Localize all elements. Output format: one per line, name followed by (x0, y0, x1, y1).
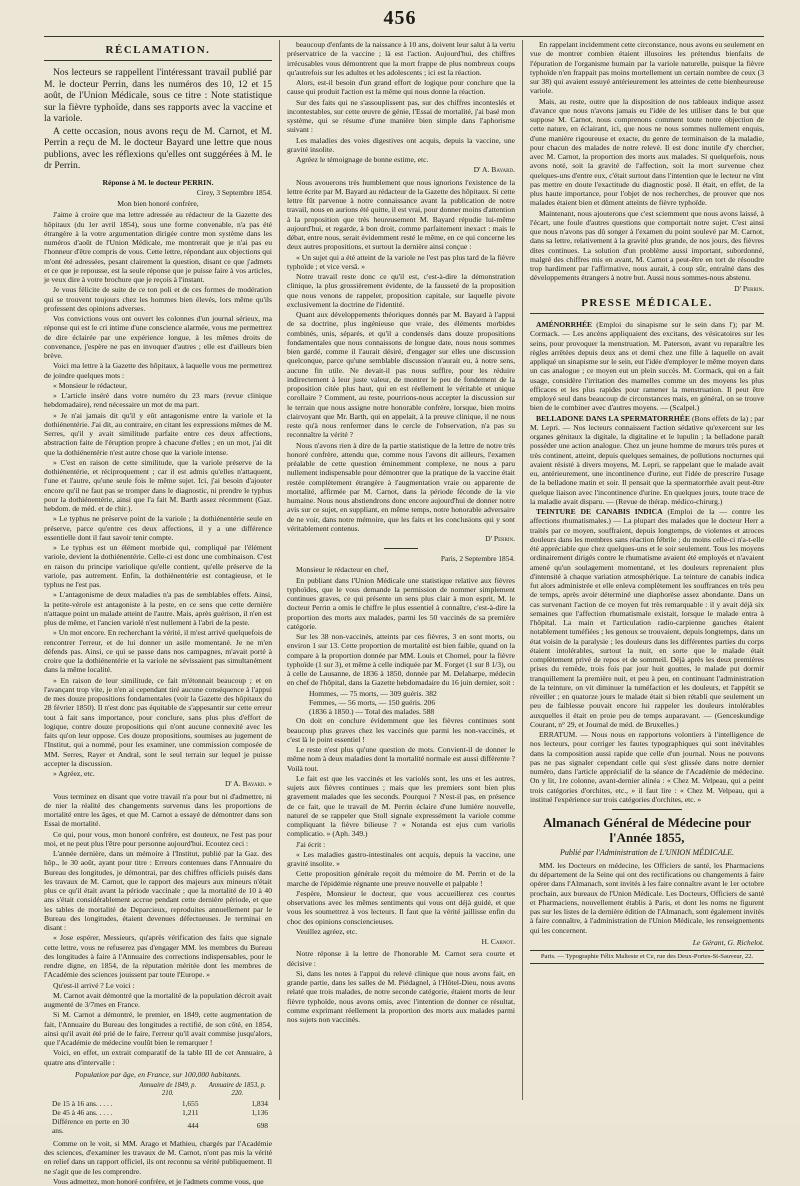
paragraph: Nous n'avons rien à dire de la partie statistique de la lettre de notre très honoré confrère, attendu que, comme nous l'avons dit ailleurs, l'examen préalable de cette question éminemment complexe, ne nous a paru nullement indispensable pour démontrer que la pratique de la vaccine était restée complètement étrangère à l'augmentation vraie ou apparente de mortalité, affirmée par M. Carnot, dans la période féconde de la vie humaine. Nous nous abstiendrons donc encore aujourd'hui de donner notre avis sur ce sujet, en suppliant, en même temps, notre honorable adversaire de ne voir, dans notre mémoire, que les faits et les conclusions qui y sont véritablement contenus. (287, 440, 515, 533)
table-cell (48, 1082, 133, 1099)
paragraph: « Les maladies gastro-intestinales ont acquis, depuis la vaccine, une gravité insolite. » (287, 849, 515, 869)
column-divider (522, 40, 523, 1100)
dateline: Paris, 2 Septembre 1854. (440, 554, 515, 564)
paragraph: M. Carnot avait démontré que la mortalité de la population décroit avait augmenté de 3/7mes en France. (44, 990, 272, 1010)
paragraph: En publiant dans l'Union Médicale une statistique relative aux fièvres typhoïdes, que le vous demande la permission de nommer simplement continues graves, ce qui présente un sens plus clair à mon esprit, M. le docteur Perrin a omis le chiffre le plus essentiel à connaître, c'est-à-dire la proportion des morts aux malades, parmi les 50 vaccinés de sa première catégorie. (287, 575, 515, 631)
table-cell: Annuaire de 1853, p. 220. (208, 1082, 266, 1098)
carnot-letter-continued (287, 716, 515, 936)
carnot-letter (287, 565, 515, 687)
stat-line: (1836 à 1850.) — Total des malades. 588 (309, 707, 435, 717)
stat-line: Femmes, — 56 morts, — 150 guéris. 206 (309, 697, 436, 707)
signature: D' Perrin. (485, 534, 515, 543)
paragraph: Cette proposition générale reçoit du mémoire de M. Perrin et de la marche de l'épidémie régnante une preuve nouvelle et palpable ! (287, 869, 515, 888)
paragraph: Je vous félicite de suite de ce ton poli et de ces formes de modération qui se trouvent toujours chez les hommes bien élevés, lors même qu'ils professent des opinions adverses. (44, 285, 272, 313)
section-title: RÉCLAMATION. (44, 44, 272, 61)
press-item-term: TEINTURE DE CANABIS INDICA (536, 507, 663, 517)
table-cell: 698 (256, 1121, 268, 1131)
press-item-text: (Emploi du sinapisme sur le sein dans l'); par M. Cormack. — Les ancèns appliquaient des excitans, des vésicatoires sur les seins, pour provoquer la menstruation. M. Paterson, avant vu reparaître les règles arrêtées depuis deux ans et demi chez une fille à laquelle on avait appliqué un sinapisme sur le sein, eut l'idée d'employer le même moyen dans un cas analogue ; ce moyen eut un plein succès. M. Cormack, qui en a fait usage, considère l'irritation des mamelles comme un des moyens les plus efficaces et les plus rapides pour ramener la menstruation. Il peut être employé seul dans beaucoup de circonstances mais, en général, on se trouve bien de le combiner avec d'autres moyens. — (Scalpel.) (530, 320, 764, 413)
press-item (530, 320, 764, 413)
salutation: Mon bien honoré confrère, (117, 199, 199, 209)
table-row (48, 1117, 272, 1135)
paragraph: » Un mot encore. En recherchant la vérité, il m'est arrivé quelquefois de rencontrer l'erreur, et de lui donner un asile momentané. Je ne m'en défends pas. Ainsi, ce qui se passe dans nos campagnes, m'avait porté à croire que la dothiénentérie et la variole ne sévissaient pas simultanément dans la même localité. (44, 628, 272, 675)
signature: D' Perrin. (734, 283, 764, 293)
column-3 (530, 40, 764, 1110)
press-item (530, 507, 764, 729)
paragraph: Veuillez agréez, etc. (296, 926, 358, 936)
table-cell: 1,655 (181, 1098, 199, 1108)
table-row (48, 1108, 272, 1117)
paragraph: Mais, au reste, outre que la disposition de nos tableaux indique assez d'avance que nous n'avons jamais eu l'idée de les utiliser dans le but que suppose M. Carnot, nous comprenons comment toute notre objection de cette nature, en éclairant, ici, que nous ne nous sommes nullement enquis, d'une manière rigoureuse et exacte, du genre de terminaison de la maladie, pour chacun des malades de notre relevé. Il est donc inutile d'y chercher, avec M. Carnot, la proportion des morts aux malades. Si quelquefois, nous avons noté, soit la gravité de l'affection, soit la mort survenue chez quelques-uns d'entre eux, c'était surtout dans l'intention que le lecteur ne vînt pas mettre en doute l'exactitude du diagnostic posé. Il était, en effet, de la plus haute importance, pour l'objet de nos recherches, de prouver que nos malades étaient bien et dûment atteints de fièvre typhoïde. (530, 96, 764, 208)
column-2 (287, 40, 515, 1110)
press-items (530, 320, 764, 729)
separator-rule (612, 809, 682, 810)
paragraph: Si, dans les notes à l'appui du relevé clinique que nous avons fait, en grande partie, dans les salles de M. Piédagnel, à l'Hôtel-Dieu, nous avons relaté que trois malades, de notre seconde catégorie, étaient morts de leur fièvre typhoïde, nous avons omis, avec l'intention de donner ce résultat, comme exprimant réellement la proportion des morts aux malades parmi nos sujets non vaccinés. (287, 968, 515, 1025)
paragraph: » Le typhus est un élément morbide qui, compliqué par l'élément variole, devient la dothiénentérie. Celle-ci est donc une combinaison. C'est en raison du principe variolique qu'elle contient, qu'elle préserve de la variole, pas autrement. Enfin, la dothiénentérie est contagieuse, et le typhus ne l'est pas. (44, 543, 272, 590)
perrin-reply-continued (530, 40, 764, 283)
paragraph: Les maladies des voies digestives ont acquis, depuis la vaccine, une gravité insolite. (287, 135, 515, 154)
press-section-title: PRESSE MÉDICALE. (530, 297, 764, 314)
letter-continuation (287, 40, 515, 164)
paragraph: » Le typhus ne préserve point de la variole ; la dothiénentérie seule en préserve, parce qu'entre ces deux affections, il y a une différence essentielle dont il faut savoir tenir compte. (44, 514, 272, 542)
paragraph: « Un sujet qui a été atteint de la variole ne l'est pas plus tard de la fièvre typhoïde ; et vice versâ. » (287, 252, 515, 271)
paragraph: beaucoup d'enfants de la naissance à 10 ans, doivent leur salut à la vertu préservatrice de la vaccine ; là est l'action. Aujourd'hui, des chiffres irrécusables vous démontrent que la mort frappe de plus nombreux coups qu'autrefois sur les adultes et les adolescents ; ici est la réaction. (287, 40, 515, 77)
press-item-text: (Bons effets de la) ; par M. Lepri. — Nos lecteurs connaissent l'action sédative qu'exercent sur les organes génitaux la digitale, la digitaline et le lupulin ; la belladone paraît posséder une action analogue. Chez un jeune homme de mœurs très pures et très continent, atteint, depuis quelques semaines, de pollutions nocturnes qui avaient résisté à divers moyens, M. Lepri, se rappelant que le malade avait eu, antérieurement, une incontinence d'urine, eut l'idée de prescrire l'usage de la belladone matin et soir. Il pensait que la spermatorrhée avait peut-être quelque liaison avec l'incontinence d'urine. En quelques jours, toute trace de la maladie avait disparu. — (Revue de thérap. médico-chirurg.) (530, 413, 764, 506)
intro-paragraph: A cette occasion, nous avons reçu de M. Carnot, et M. Perrin a reçu de M. le docteur Bayard une lettre que nous publions, avec les réflexions qu'elles ont suggérées à M. le dr Perrin. (44, 125, 272, 172)
table-cell: De 15 à 16 ans. . . . . (52, 1098, 113, 1108)
press-item-term: AMÉNORRHÉE (536, 320, 593, 330)
almanac-notice: MM. les Docteurs en médecine, les Officiers de santé, les Pharmaciens du département de la Seine qui ont des rectifications ou changements à faire opérer dans l'Almanach, sont invités à les faire connaître avant le 1er octobre prochain, aux bureaux de l'Union Médicale. Les Docteurs, Officiers de santé et Pharmaciens, nouvellement établis à Paris, et dont les noms ne figurent pas sur les listes de la dernière édition de l'Almanach, sont également invités à faire connaître, à l'administration de l'Union Médicale, les renseignements qui les concernent. (530, 860, 764, 935)
perrin-reply (287, 949, 515, 1024)
table-row (48, 1099, 272, 1108)
paragraph: Notre réponse à la lettre de l'honorable M. Carnot sera courte et décisive : (287, 949, 515, 968)
paragraph: » En raison de leur similitude, ce fait m'étonnait beaucoup ; et en l'avançant trop vite, je n'en ai cependant tiré aucune conséquence à l'appui de mes douze propositions fondamentales (voir la Gazette des hôpitaux du 28 février 1850). Il n'est donc pas équitable de s'appesantir sur cette erreur tout à fait sans importance, pour conclure, sans plus plus d'effort de logique, contre douze propositions qui n'ont aucune connexité avec les faits qu'on leur oppose. Ces douze propositions, soumises au jugement de l'Institut, qui a nommé, pour les examiner, une commission composée de MM. Serres, Rayer et Andral, sont le seul terrain sur lequel je puisse accepter la discussion. (44, 675, 272, 768)
dateline: Cirey, 3 Septembre 1854. (196, 188, 272, 198)
mortality-stats (287, 689, 515, 717)
paragraph: Le fait est que les vaccinés et les variolés sont, les uns et les autres, sujets aux fièvres continues ; mais que les premiers sont bien plus gravement malades que les seconds. Pourquoi ? N'est-il pas, en présence de ce fait, que le travail de M. Perrin éclaire d'une lumière nouvelle, naturel de se rappeler que Stoll signale expressément la variole comme compliquant la fièvre bilieuse ? « Notanda est ejus cum variolis complicatio. » (Aph. 349.) (287, 773, 515, 839)
stat-line: Hommes, — 75 morts, — 309 guéris. 382 (309, 688, 437, 698)
paragraph: L'année dernière, dans un mémoire à l'Institut, publié par la Gaz. des hôp., le 30 août, ayant pour titre : Erreurs contenues dans l'Annuaire du Bureau des longitudes, je démontrai, par des chiffres officiels puisés dans les travaux de M. Carnot, que le rapport des majeurs aux mineurs n'était plus ce qu'il était avant la période vaccinale ; que la mortalité de 10 à 40 ans s'était considérablement accrue pendant cette dernière période, et que les tables de mortalité de Deparcieux, reproduites annuellement par le Bureau des longitudes, étaient devenues défectueuses. Je terminai en disant : (44, 849, 272, 933)
paragraph: J'ai écrit : (296, 839, 326, 849)
signature: D' A. Bayard. (473, 165, 515, 175)
paragraph: On doit en conclure évidemment que les fièvres continues sont beaucoup plus graves chez les vaccinés que parmi les non-vaccinés, et c'est là le point essentiel ! (287, 716, 515, 744)
erratum: ERRATUM. — Nous nous en rapportons volontiers à l'intelligence de nos lecteurs, pour corriger les fautes typographiques qui sont inévitables dans la composition aussi rapide que celle d'un journal. Nous ne pouvons pas ne pas signaler cependant celle qui s'est glissée dans notre dernier numéro, dans l'article apprécialif de la séance de l'Académie de médecine. On y lit, 1re colonne, avant-dernier alinéa : « Chez M. Velpeau, qui a peint trois catégories d'orchites, etc., » il faut lire : « Chez M. Velpeau, qui a institué l'expérience sur trois catégories d'orchites, etc. » (530, 730, 764, 804)
page-number: 456 (383, 7, 417, 29)
table-cell: 1,136 (251, 1107, 268, 1117)
column-1 (44, 40, 272, 1186)
separator-rule (384, 548, 418, 549)
paragraph: Comme on le voit, si MM. Arago et Mathieu, chargés par l'Académie des sciences, d'examiner les travaux de M. Carnot, n'ont pas mis la vérité en relief dans un rapport officiel, ils ont reconnu sa vérité publiquement. Il ne s'agit que de les comprendre. (44, 1138, 272, 1176)
paragraph: Quant aux développements théoriques donnés par M. Bayard à l'appui de sa doctrine, plus ingénieuse que vraie, des éléments morbides combinés, unis, séparés, et qu'il a condensés dans douze propositions fondamentales que nous connaissons de longue date, nous nous sommes bien gardé, comme il l'aurait désiré, d'engager sur elles une discussion quelconque, parce qu'une semblable discussion n'aurait eu, à notre sens, aucune fin utile. Ne devait-il pas nous suffire, pour les réduire indirectement à leur juste valeur, de montrer le peu de fondement de la proposition citée plus haut, qui en est réellement le véritable et unique corollaire ? Comment, au reste, pourrions-nous accepter la discussion sur le terrain que nous assigne notre honorable confrère, lorsque, bien moins clairvoyant que Mr. Barth, qui en appelait, à la preuve clinique, il ne nous reste qu'à nous renfermer dans le cercle de l'observation, n'a pas su reconnaître la vérité ? (287, 310, 515, 440)
editor-response (287, 178, 515, 534)
header-rule (44, 36, 764, 37)
paragraph: » L'antagonisme de deux maladies n'a pas de semblables effets. Ainsi, la petite-vérole est antagoniste à la peste, en ce sens que cette dernière n'attaque point un malade atteint de l'autre. Mais, après guérison, il n'en est plus de même, et l'ancien variolé n'est nullement à l'abri de la peste. (44, 590, 272, 628)
gerant-signature: Le Gérant, G. Richelot. (692, 937, 764, 947)
paragraph: J'aime à croire que ma lettre adressée au rédacteur de la Gazette des hôpitaux (du 1er avril 1854), sous une forme convenable, n'a pas été étrangère à la votre argumentation dirigée contre mon système dans les numéros d'août de l'Union Médicale, me montrerait que je n'ai pas eu l'honneur d'être compris de vous. Cette lettre, répondant aux objections qui m'ont été adressées, pesant clairement la question, disant ce que j'admets et ce que je repousse, est la seule réponse que je puisse faire à vos articles, je veux dire à votre brochure que je reçois à l'instant. (44, 210, 272, 285)
printer-imprint: Paris. — Typographie Félix Malteste et Ce, rue des Deux-Portes-St-Sauveur, 22. (530, 950, 764, 964)
table-cell: 1,834 (251, 1098, 268, 1108)
signature: H. Carnot. (481, 937, 515, 947)
paragraph: En rappelant incidemment cette circonstance, nous avons eu seulement en vue de montrer combien étaient illusoires les prétendus bienfaits de l'épuration de l'organisme humain par la variole naturelle, puisque la fièvre typhoïde n'en frappait pas moins mortellement un certain nombre de ceux (3 sur 38) qui avaient essuyé antérieurement les atteintes de cette bienheureuse variole. (530, 40, 764, 96)
paragraph: » C'est en raison de cette similitude, que la variole préserve de la dothiénentérie, et réciproquement ; car il est admis qu'elles n'attaquent, l'une et l'autre, qu'une seule fois le même sujet. Ici, j'ai besoin d'ajouter encore qu'il ne faut pas se tromper dans le diagnostic, ni prendre le typhus pour la dothiénentérie, ainsi que l'a fait M. Barth assez récemment (Gaz. hebdom. de méd. et de chir.). (44, 457, 272, 514)
letter-body-continued (44, 792, 272, 1067)
press-item (530, 414, 764, 507)
paragraph: « Monsieur le rédacteur, (53, 380, 127, 390)
paragraph: Qu'est-il arrivé ? Le voici : (53, 980, 135, 990)
table-cell: Annuaire de 1849, p. 210. (139, 1082, 197, 1098)
paragraph: Voici ma lettre à la Gazette des hôpitaux, à laquelle vous me permettrez de joindre quelques mots : (44, 361, 272, 380)
paragraph: Voici, en effet, un extrait comparatif de la table III de cet Annuaire, à quatre ans d'intervalle : (44, 1048, 272, 1067)
almanac-subtitle: Publié par l'Administration de L'UNION MÉDICALE. (559, 848, 735, 858)
paragraph: Si M. Carnot a démontré, le premier, en 1849, cette augmentation de fait, l'Annuaire du Bureau des longitudes a rectifié, de son côté, en 1854, ainsi qu'il avait été prié de le faire, l'erreur qu'il avait commise jusqu'alors, que l'Académie de médecine voulût bien le remarquer ! (44, 1010, 272, 1048)
paragraph: Nous avouerons très humblement que nous ignorions l'existence de la lettre écrite par M. Bayard au rédacteur de la Gazette des hôpitaux. Si cette lettre fût parvenue à notre connaissance avant la publication de notre travail, nous en aurions été quitte, il est vrai, pour donner moins d'attention à la proposition que très heureusement M. Bayard répudie lui-même aujourd'hui, et regarde, à bon droit, comme parfaitement inexact : mais le débat, entre nous, serait évidemment resté le même, en ce qui concerne les deux autres propositions, et surtout la dernière ainsi conçue : (287, 177, 515, 252)
reply-heading: Réponse à M. le docteur PERRIN. (102, 177, 214, 187)
population-table (48, 1082, 272, 1135)
table-caption: Population par âge, en France, sur 100,000 habitants. (75, 1069, 241, 1079)
press-item-term: BELLADONE DANS LA SPERMATORRHÉE (536, 413, 690, 423)
closing-paragraphs (44, 1139, 272, 1186)
column-divider (279, 40, 280, 1100)
paragraph: Vos convictions vous ont ouvert les colonnes d'un journal sérieux, ma réponse qui est le cri intime d'une conscience alarmée, vous me permettrez de dire éclairée par une expérience longue, à les mêmes droits de convenance, j'espère ne pas en invoquer d'autres ; elle est d'ailleurs bien brève. (44, 314, 272, 361)
paragraph: J'espère, Monsieur le docteur, que vous accueillerez ces courtes observations avec les mêmes sentiments qui vous ont déjà guidé, et que vous les soumettrez à vos lecteurs. Il faut que la vérité jaillisse enfin du choc des opinions consciencieuses. (287, 888, 515, 926)
table-cell: 1,211 (182, 1107, 199, 1117)
letter-body (44, 210, 272, 778)
paragraph: « Jose espérer, Messieurs, qu'après vérification des faits que signale cette lettre, vous ne refuserez pas d'engager MM. les membres du Bureau des longitudes à faire à l'Annuaire des corrections indispensables, pour le rendre digne, en 1854, de la réputation méritée dont les membres de l'Académie des sciences jouissent par toute l'Europe. » (44, 933, 272, 980)
paragraph: » Agréez, etc. (53, 769, 95, 779)
paragraph: Agréez le témoignage de bonne estime, etc. (296, 155, 429, 164)
paragraph: Notre travail reste donc ce qu'il est, c'est-à-dire la démonstration clinique, la plus grossièrement évidente, de la fausseté de la proposition que nous venons de rappeler, proposition capitale, sur laquelle pivote exclusivement la doctrine de l'identité. (287, 272, 515, 309)
table-row (48, 1082, 272, 1099)
table-cell: 444 (187, 1121, 199, 1131)
paragraph: » L'article inséré dans votre numéro du 23 mars (revue clinique hebdomadaire), rend nécessaire un mot de ma part. (44, 391, 272, 410)
press-item-text: (Emploi de la — contre les affections rhumatismales.) — La plupart des malades que le docteur Herr a traités par ce moyen, souffraient, depuis longtemps, de violentes et atroces douleurs dans les membres sans réaction fébrile ; du moins celle-ci n'a-t-elle été appréciable que chez quelques-uns et le soir seulement. Tous les moyens ordinairement dirigés contre le rhumatisme avaient été employés et n'avaient amené qu'un soulagement momentané, et les douleurs reprenaient plus d'intensité à chaque variation atmosphérique. La teinture de canabis indica fut alors administrée et elle enleva complètement les souffrances en très peu de temps, après avoir déterminé une diaphorèse assez abondante. Dans un cas survenant l'action de ce moyen fut très remarquable : il y avait déjà six semaines que l'affection rhumatismale existait, lorsque le malade entra à l'hôpital. La main et l'articulation radio-carpienne gauches étaient notablement tuméfiées ; les genoux se trouvaient, depuis longtemps, dans un état voisin de la paralysie ; les douleurs dans les différentes parties du corps étaient intolérables, surtout la nuit, en sorte que le malade était complètement privé de repos et de sommeil. Déjà après les deux premières prises du remède, trois fois par jour huit gouttes, le malade put dormir tranquillement la première nuit, et peu à peu, en continuant l'administration de la teinture, on vit diminuer la tuméfaction et les douleurs, et l'appétit se réveiller ; en quatorze jours le malade était si bien rétabli que seulement un peu de faiblesse pouvait encore lui rappeler les douleurs intolérables auxquelles il était en proie peu de temps auparavant. — (Genceskundige Courant, n° 29, et Journal de méd. de Bruxelles.) (530, 507, 765, 729)
paragraph: » Je n'ai jamais dit qu'il y eût antagonisme entre la variole et la dothiénentérie. J'ai dit, au contraire, en citant les expressions mêmes de M. Serres, qu'il y avait similitude parfaite entre ces deux affections, abstraction faite de l'éruption propre à chacune d'elles ; en un mot, j'ai dit que la dothiénentérie n'est autre chose que la variole intense. (44, 410, 272, 457)
table-cell: De 45 à 46 ans. . . . . (52, 1107, 113, 1117)
paragraph: Monsieur le rédacteur en chef, (296, 565, 389, 575)
paragraph: Sur les 38 non-vaccinés, atteints par ces fièvres, 3 en sont morts, ou environ 1 sur 13. Cette proportion de mortalité est bien faible, quand on la compare à la proportion donnée par MM. Louis et Chomel, pour la fièvre typhoïde (1 sur 3), et même à celle indiquée par M. Forget (1 sur 8 1/3), ou à celle de Lausanne, de 1836 à 1850, donnée par M. Delaharpe, médecin en chef de l'hôpital, dans la Gazette hebdomadaire du 16 juin dernier, soit : (287, 632, 515, 688)
table-cell: Différence en perte en 30 ans. (52, 1116, 130, 1135)
signature: D' A. Bayard. » (224, 779, 272, 789)
paragraph: Ce qui, pour vous, mon honoré confrère, est douteux, ne l'est pas pour moi, et ne peut plus l'être pour personne aujourd'hui. Ecoutez ceci : (44, 829, 272, 848)
paragraph: Sur des faits qui ne s'assouplissent pas, sur des chiffres inconteslés et incontestables, sur cette œuvre de génie, l'Essai de mortalité, j'ai basé mon système, qui se résume d'une manière bien simple dans l'aphorisme suivant : (287, 97, 515, 135)
paragraph: Vous admettez, mon honoré confrère, et je l'admets comme vous, que (53, 1176, 264, 1186)
almanac-title: Almanach Général de Médecine pour l'Année 1855, (543, 815, 751, 846)
paragraph: Le reste n'est plus qu'une question de mots. Convient-il de donner le même nom à deux maladies dont la mortalité normale est aussi différente ? Voilà tout. (287, 745, 515, 773)
paragraph: Vous terminez en disant que votre travail n'a pour but ni d'admettre, ni de nier la réalité des changements survenus dans les proportions de mortalité entre les âges, et que M. Carnot a essayé de démontrer dans son Essai de mortalité. (44, 791, 272, 829)
paragraph: Maintenant, nous ajouterons que c'est sciemment que nous avons laissé, à l'écart, une foule d'autres questions que comportait notre sujet. C'est ainsi que nous n'avons pas dû songer à l'examen du point soulevé par M. Carnot, dans sa lettre, relativement à la gravité plus grande, de nos jours, des fièvres dites continues. La solution d'un problème aussi important, subordonné, malgré des chiffres mis en avant, M. Carnot a peut-être en tort de résoudre trop hardiment par l'affirmative, nous aurait, à coup sûr, entraîné dans des développements étrangers à notre but. Aussi nous sommes-nous abstenu. (530, 208, 764, 283)
paragraph: Alors, est-il besoin d'un grand effort de logique pour conclure que la cause qui produit l'action est la même qui nous donne la réaction. (287, 78, 515, 97)
intro-paragraph: Nos lecteurs se rappellent l'intéressant travail publié par M. le docteur Perrin, dans les numéros des 10, 12 et 15 août, de l'Union Médicale, sous ce titre : Note statistique sur la fièvre typhoïde, dans ses rapports avec la vaccine et la variole. (44, 67, 272, 125)
